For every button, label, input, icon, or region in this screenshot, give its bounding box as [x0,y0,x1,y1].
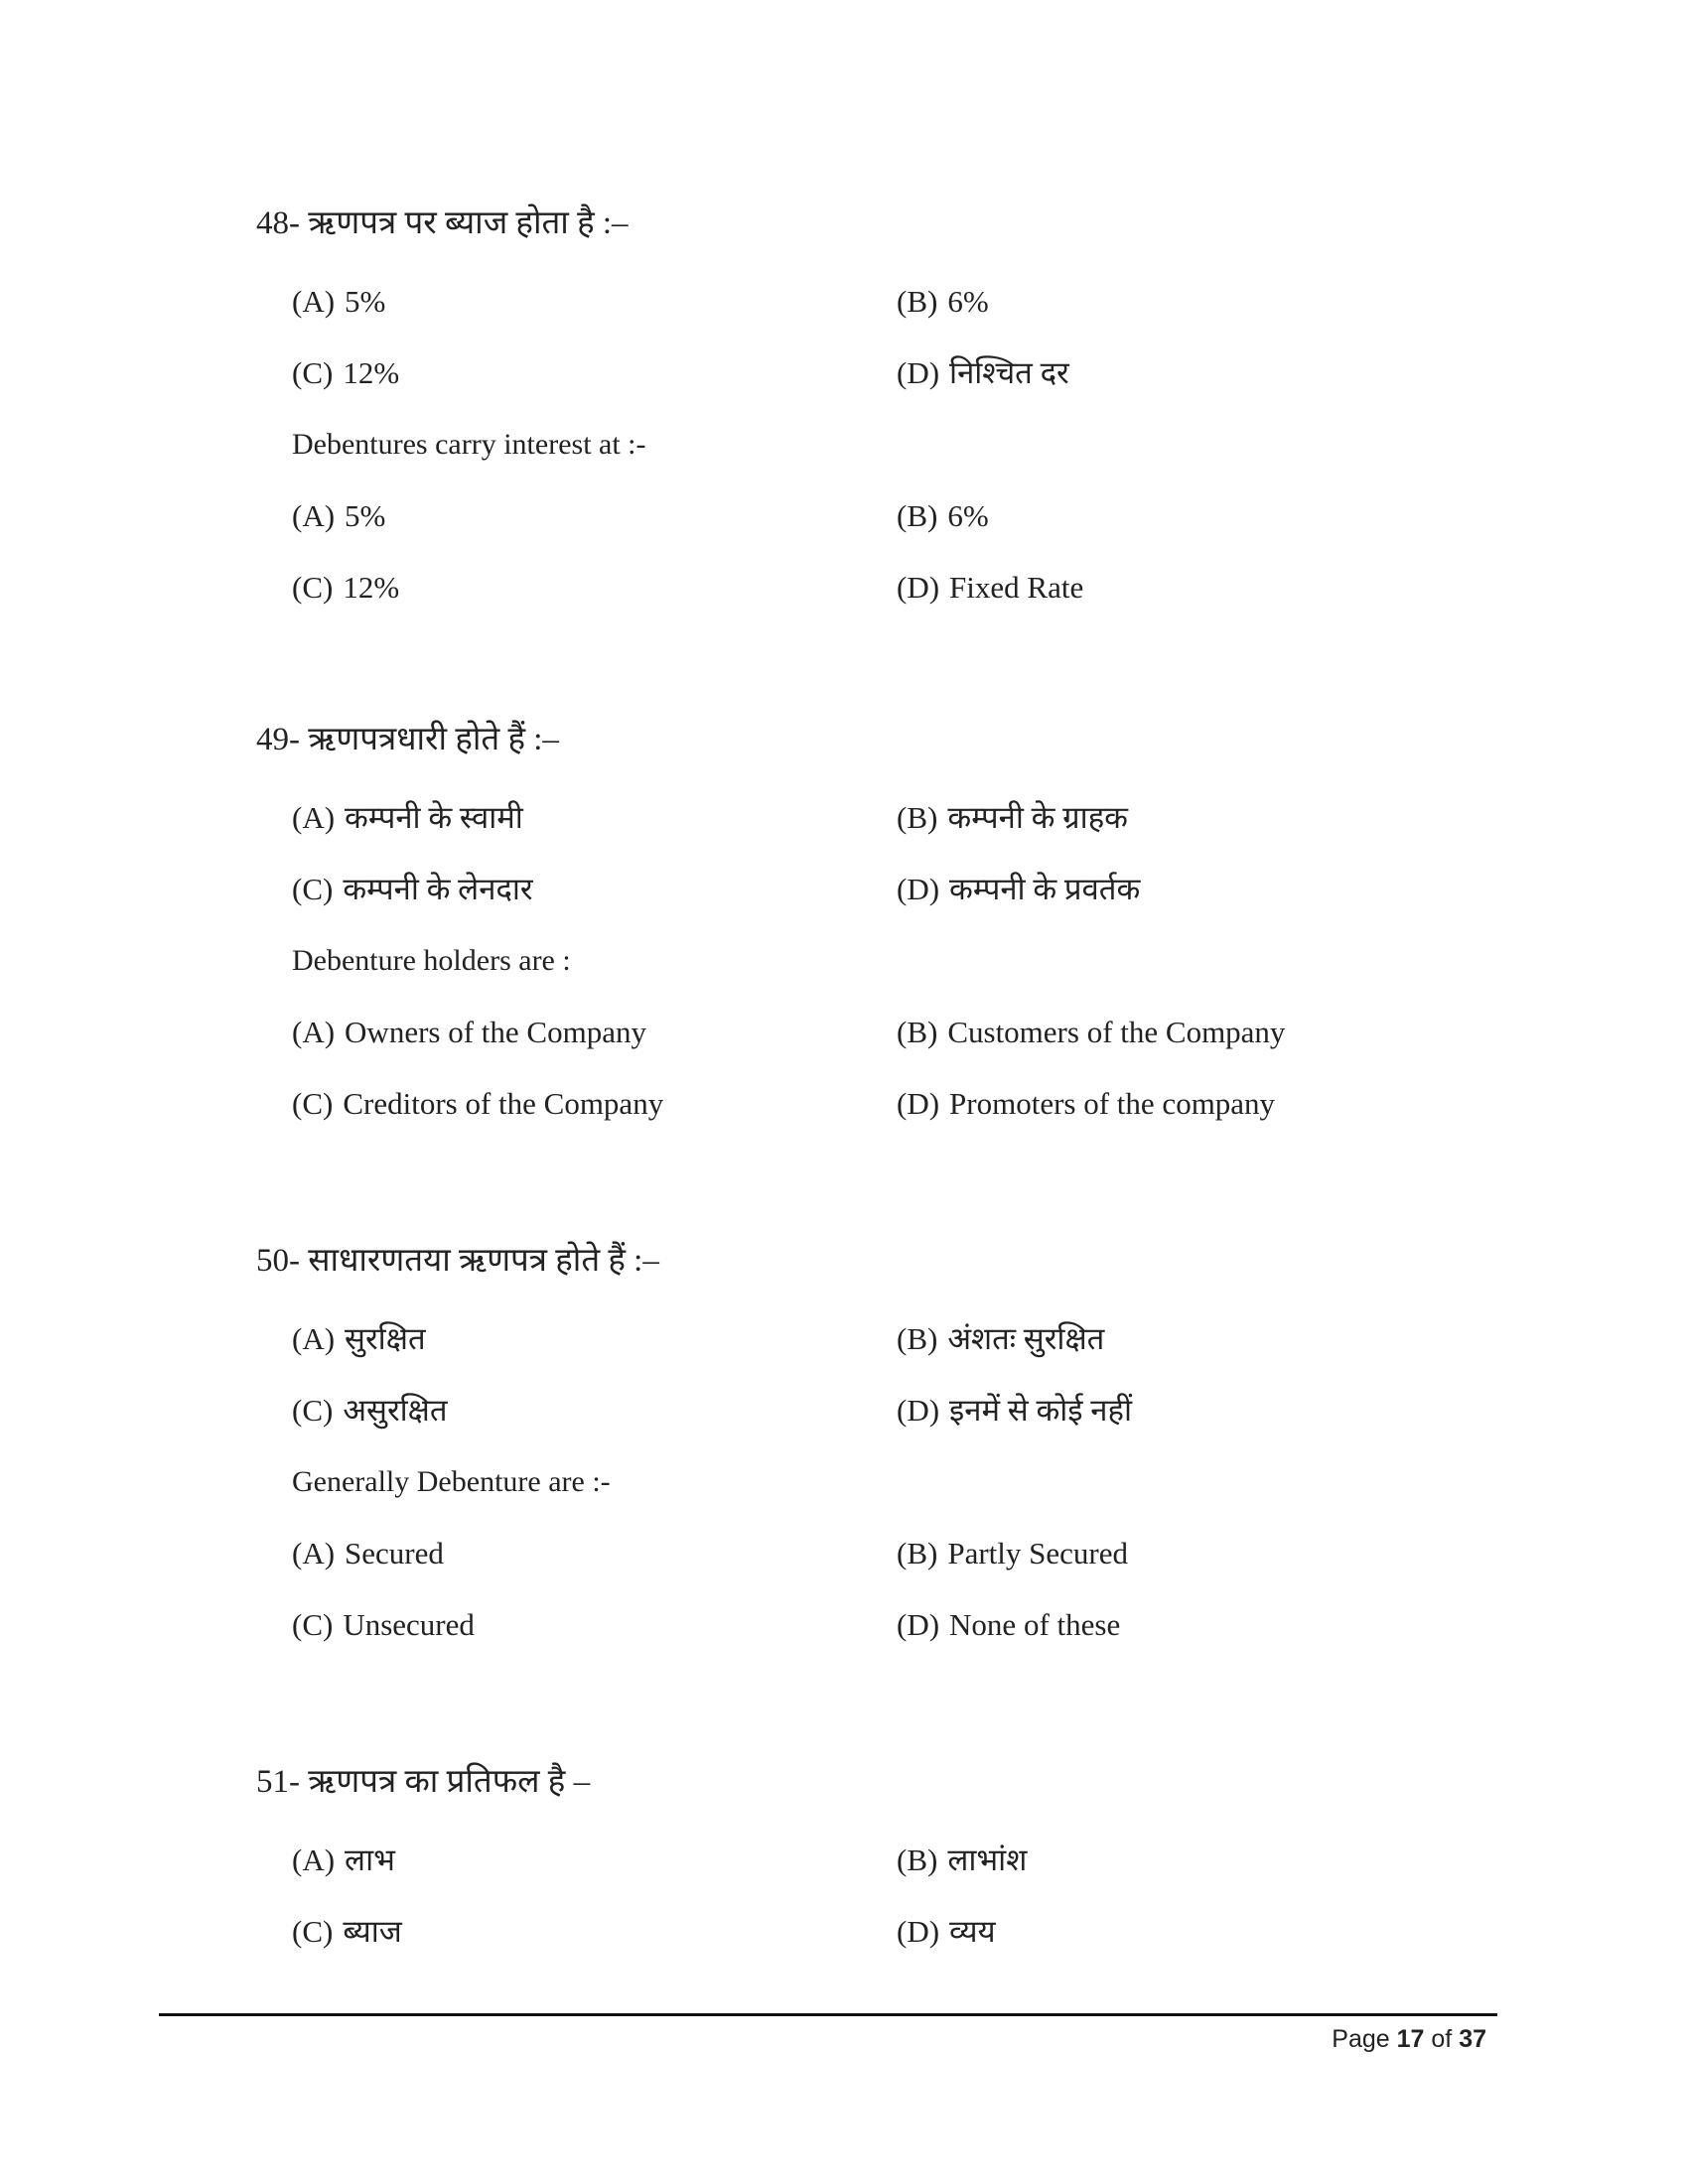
option-b [897,997,1285,1068]
option-text: 12% [343,355,400,390]
english-question: Debenture holders are : [292,944,571,977]
option-a [292,997,646,1068]
option-label: (A) [292,284,336,319]
option-text: Customers of the Company [947,1015,1286,1049]
option-c [292,1589,475,1661]
option-label: (D) [897,1086,940,1121]
option-row [256,1303,1507,1375]
option-label: (D) [897,872,940,906]
option-label: (D) [897,355,940,390]
question-title: 49- ऋणपत्रधारी होते हैं :– [256,722,559,757]
option-text: Promoters of the company [949,1086,1276,1121]
question-48 [256,199,1507,623]
option-label: (C) [292,1914,334,1949]
option-a [292,266,385,338]
option-c [292,854,533,925]
option-row [256,1589,1507,1661]
option-text: कम्पनी के लेनदार [343,872,533,906]
option-text: 12% [343,570,400,605]
question-title: 51- ऋणपत्र का प्रतिफल है – [256,1764,591,1800]
question-title: 50- साधारणतया ऋणपत्र होते हैं :– [256,1243,659,1279]
option-c [292,1896,402,1968]
option-a [292,782,523,854]
option-row [256,1825,1507,1896]
option-label: (B) [897,498,938,533]
question-49 [256,715,1507,1140]
option-text: निश्चित दर [949,355,1069,390]
option-text: Secured [345,1536,444,1570]
current-page: 17 [1396,2025,1425,2053]
option-label: (A) [292,498,336,533]
option-text: लाभ [345,1843,395,1877]
option-c [292,1068,663,1140]
option-label: (B) [897,800,938,835]
option-row [256,1375,1507,1446]
option-text: Creditors of the Company [343,1086,664,1121]
option-text: कम्पनी के ग्राहक [947,800,1128,835]
option-d [897,854,1140,925]
option-d [897,1589,1120,1661]
option-text: असुरक्षित [343,1393,448,1428]
question-title: 48- ऋणपत्र पर ब्याज होता है :– [256,205,629,241]
option-b [897,266,989,338]
option-label: (D) [897,1393,940,1428]
option-text: Owners of the Company [345,1015,646,1049]
option-b [897,782,1128,854]
page-number [1332,2025,1486,2054]
option-text: 5% [345,498,386,533]
option-label: (B) [897,284,938,319]
option-text: None of these [949,1607,1121,1642]
of-word: of [1431,2025,1453,2053]
option-label: (B) [897,1843,938,1877]
option-text: व्यय [949,1914,996,1949]
english-question: Generally Debenture are :- [292,1465,611,1498]
option-d [897,1068,1275,1140]
option-a [292,1303,426,1375]
option-label: (D) [897,1914,940,1949]
option-a [292,1825,395,1896]
question-51 [256,1757,1507,1968]
option-label: (A) [292,1536,336,1570]
page-word: Page [1332,2025,1390,2053]
english-question: Debentures carry interest at :- [292,428,646,461]
option-label: (A) [292,1321,336,1356]
option-d [897,338,1069,409]
option-label: (C) [292,1086,334,1121]
option-d [897,552,1083,623]
option-c [292,552,399,623]
option-c [292,338,399,409]
option-row [256,1518,1507,1589]
option-label: (C) [292,1393,334,1428]
option-b [897,1825,1027,1896]
option-row [256,480,1507,552]
option-text: Fixed Rate [949,570,1084,605]
option-text: ब्याज [343,1914,402,1949]
option-text: सुरक्षित [345,1321,426,1356]
option-row [256,1896,1507,1968]
option-text: 5% [345,284,386,319]
option-row [256,266,1507,338]
option-b [897,1518,1128,1589]
option-d [897,1896,996,1968]
option-text: 6% [947,498,989,533]
option-label: (D) [897,570,940,605]
option-label: (D) [897,1607,940,1642]
option-text: कम्पनी के प्रवर्तक [949,872,1141,906]
option-d [897,1375,1132,1446]
option-text: इनमें से कोई नहीं [949,1393,1132,1428]
option-text: अंशतः सुरक्षित [947,1321,1105,1356]
option-label: (A) [292,1015,336,1049]
option-label: (B) [897,1536,938,1570]
option-label: (A) [292,800,336,835]
option-label: (C) [292,570,334,605]
option-row [256,552,1507,623]
option-c [292,1375,448,1446]
option-text: लाभांश [947,1843,1028,1877]
option-a [292,480,385,552]
option-label: (C) [292,355,334,390]
option-row [256,338,1507,409]
option-label: (C) [292,1607,334,1642]
question-50 [256,1236,1507,1661]
option-label: (B) [897,1321,938,1356]
option-row [256,1068,1507,1140]
option-text: कम्पनी के स्वामी [345,800,523,835]
option-row [256,997,1507,1068]
option-text: Unsecured [343,1607,475,1642]
total-pages: 37 [1459,2025,1486,2053]
option-a [292,1518,444,1589]
option-row [256,854,1507,925]
option-b [897,480,989,552]
option-label: (A) [292,1843,336,1877]
option-text: Partly Secured [947,1536,1128,1570]
option-label: (B) [897,1015,938,1049]
option-label: (C) [292,872,334,906]
option-text: 6% [947,284,989,319]
footer-divider [159,2013,1497,2016]
option-row [256,782,1507,854]
option-b [897,1303,1104,1375]
